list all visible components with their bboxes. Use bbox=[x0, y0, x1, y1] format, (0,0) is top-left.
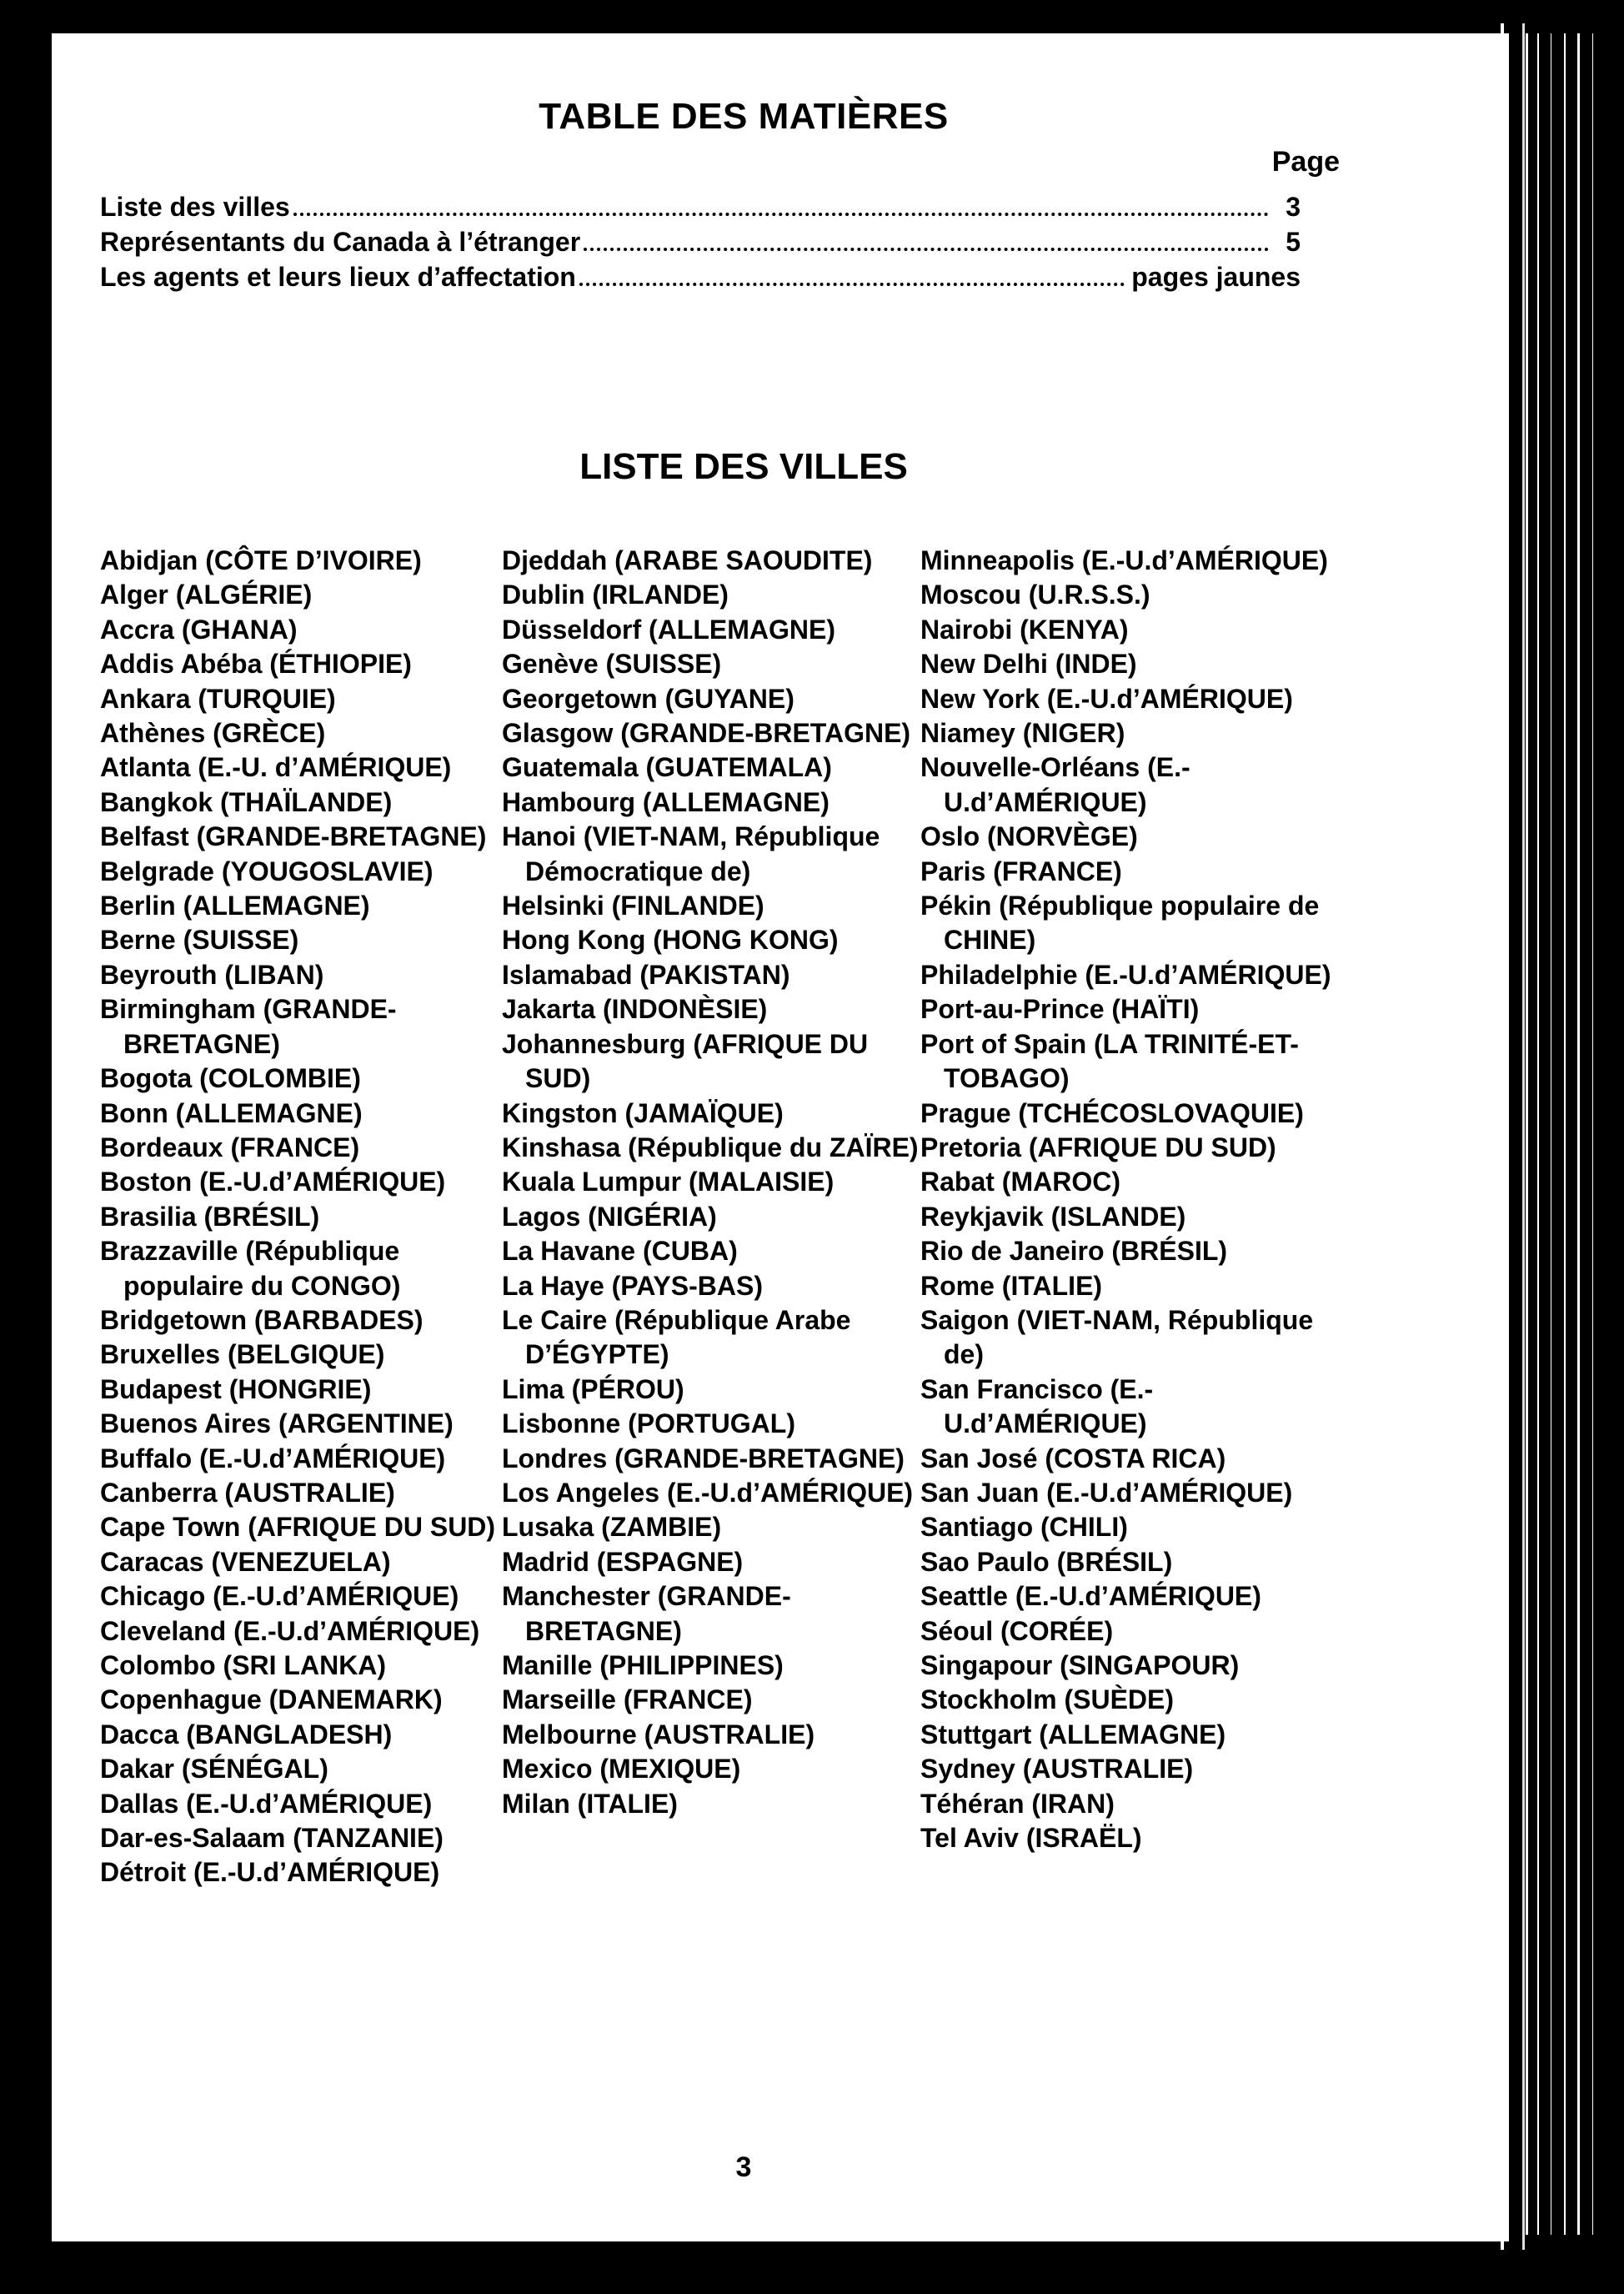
city-entry: Lusaka (ZAMBIE) bbox=[502, 1512, 722, 1543]
city-entry: Atlanta (E.-U. d’AMÉRIQUE) bbox=[100, 752, 452, 783]
toc-leader-dots bbox=[579, 279, 1125, 286]
toc-entry-page: pages jaunes bbox=[1131, 262, 1301, 292]
city-entry: Paris (FRANCE) bbox=[920, 856, 1122, 886]
toc-entry-label: Les agents et leurs lieux d’affectation bbox=[100, 262, 576, 292]
city-entry: Lima (PÉROU) bbox=[502, 1373, 684, 1404]
city-entry: Copenhague (DANEMARK) bbox=[100, 1684, 443, 1715]
book-spine-edge bbox=[1526, 33, 1609, 2235]
city-entry: Kinshasa (République du ZAÏRE) bbox=[502, 1132, 919, 1162]
city-entry: Pretoria (AFRIQUE DU SUD) bbox=[920, 1132, 1276, 1162]
toc-leader-dots bbox=[584, 244, 1269, 251]
city-entry: Dar-es-Salaam (TANZANIE) bbox=[100, 1823, 444, 1854]
city-list-title: LISTE DES VILLES bbox=[579, 446, 908, 487]
city-entry: Canberra (AUSTRALIE) bbox=[100, 1477, 395, 1508]
city-entry: Johannesburg (AFRIQUE DU SUD) bbox=[502, 1028, 869, 1094]
city-entry: Alger (ALGÉRIE) bbox=[100, 580, 313, 610]
city-entry: Philadelphie (E.-U.d’AMÉRIQUE) bbox=[920, 959, 1331, 990]
city-entry: Londres (GRANDE-BRETAGNE) bbox=[502, 1443, 905, 1473]
city-entry: Hong Kong (HONG KONG) bbox=[502, 925, 839, 956]
city-entry: Port-au-Prince (HAÏTI) bbox=[920, 994, 1200, 1025]
city-entry: Oslo (NORVÈGE) bbox=[920, 821, 1138, 852]
toc-leader-dots bbox=[293, 209, 1269, 216]
city-entry: Cape Town (AFRIQUE DU SUD) bbox=[100, 1512, 496, 1543]
city-entry: Brasilia (BRÉSIL) bbox=[100, 1201, 320, 1232]
city-entry: Minneapolis (E.-U.d’AMÉRIQUE) bbox=[920, 545, 1328, 575]
city-entry: Berne (SUISSE) bbox=[100, 925, 299, 956]
city-entry: Stuttgart (ALLEMAGNE) bbox=[920, 1719, 1226, 1749]
city-entry: Addis Abéba (ÉTHIOPIE) bbox=[100, 649, 412, 680]
city-entry: Nouvelle-Orléans (E.-U.d’AMÉRIQUE) bbox=[920, 752, 1190, 817]
city-entry: Guatemala (GUATEMALA) bbox=[502, 752, 832, 783]
city-entry: Buffalo (E.-U.d’AMÉRIQUE) bbox=[100, 1443, 446, 1473]
city-entry: Sydney (AUSTRALIE) bbox=[920, 1754, 1194, 1785]
city-entry: Seattle (E.-U.d’AMÉRIQUE) bbox=[920, 1581, 1261, 1612]
city-entry: Milan (ITALIE) bbox=[502, 1788, 678, 1819]
city-entry: Séoul (CORÉE) bbox=[920, 1615, 1114, 1646]
city-entry: Dublin (IRLANDE) bbox=[502, 580, 729, 610]
city-entry: Lisbonne (PORTUGAL) bbox=[502, 1408, 795, 1439]
city-entry: Cleveland (E.-U.d’AMÉRIQUE) bbox=[100, 1615, 480, 1646]
city-entry: Los Angeles (E.-U.d’AMÉRIQUE) bbox=[502, 1477, 914, 1508]
city-entry: La Haye (PAYS-BAS) bbox=[502, 1270, 763, 1301]
city-entry: Glasgow (GRANDE-BRETAGNE) bbox=[502, 718, 911, 749]
city-entry: Djeddah (ARABE SAOUDITE) bbox=[502, 545, 873, 575]
city-column-2 bbox=[502, 544, 935, 1821]
toc-page-header: Page bbox=[1271, 146, 1340, 178]
city-entry: San José (COSTA RICA) bbox=[920, 1443, 1226, 1473]
city-column-1 bbox=[100, 544, 500, 1890]
city-entry: Nairobi (KENYA) bbox=[920, 614, 1129, 645]
city-entry: Düsseldorf (ALLEMAGNE) bbox=[502, 614, 835, 645]
city-entry: Marseille (FRANCE) bbox=[502, 1684, 753, 1715]
city-entry: Niamey (NIGER) bbox=[920, 718, 1125, 749]
toc-entry bbox=[100, 223, 1301, 258]
city-entry: Hambourg (ALLEMAGNE) bbox=[502, 786, 830, 817]
toc-title: TABLE DES MATIÈRES bbox=[539, 96, 949, 137]
page-edge bbox=[1501, 23, 1525, 2250]
city-entry: Saigon (VIET-NAM, République de) bbox=[920, 1304, 1314, 1370]
city-entry: Kingston (JAMAÏQUE) bbox=[502, 1097, 784, 1128]
toc-entry-page: 5 bbox=[1286, 227, 1301, 257]
city-entry: Chicago (E.-U.d’AMÉRIQUE) bbox=[100, 1581, 459, 1612]
toc-entry bbox=[100, 188, 1301, 223]
city-entry: Helsinki (FINLANDE) bbox=[502, 891, 764, 921]
city-entry: Sao Paulo (BRÉSIL) bbox=[920, 1546, 1173, 1577]
city-entry: Le Caire (République Arabe D’ÉGYPTE) bbox=[502, 1304, 851, 1370]
city-entry: Abidjan (CÔTE D’IVOIRE) bbox=[100, 545, 422, 575]
city-column-3 bbox=[920, 544, 1354, 1855]
city-entry: Belgrade (YOUGOSLAVIE) bbox=[100, 856, 434, 886]
city-entry: Dallas (E.-U.d’AMÉRIQUE) bbox=[100, 1788, 433, 1819]
city-entry: Téhéran (IRAN) bbox=[920, 1788, 1115, 1819]
city-entry: Beyrouth (LIBAN) bbox=[100, 959, 324, 990]
city-entry: Bonn (ALLEMAGNE) bbox=[100, 1097, 363, 1128]
city-entry: Port of Spain (LA TRINITÉ-ET-TOBAGO) bbox=[920, 1028, 1299, 1094]
toc-entry-page: 3 bbox=[1286, 192, 1301, 222]
city-entry: Santiago (CHILI) bbox=[920, 1512, 1128, 1543]
toc-entry-label: Représentants du Canada à l’étranger bbox=[100, 227, 581, 257]
city-entry: Belfast (GRANDE-BRETAGNE) bbox=[100, 821, 487, 852]
city-entry: Caracas (VENEZUELA) bbox=[100, 1546, 391, 1577]
city-entry: Rome (ITALIE) bbox=[920, 1270, 1103, 1301]
city-entry: Rabat (MAROC) bbox=[920, 1167, 1120, 1197]
city-entry: Budapest (HONGRIE) bbox=[100, 1373, 372, 1404]
city-entry: Lagos (NIGÉRIA) bbox=[502, 1201, 717, 1232]
city-entry: San Francisco (E.-U.d’AMÉRIQUE) bbox=[920, 1373, 1154, 1439]
city-entry: Jakarta (INDONÈSIE) bbox=[502, 994, 768, 1025]
city-entry: Ankara (TURQUIE) bbox=[100, 683, 336, 714]
city-entry: Bangkok (THAÏLANDE) bbox=[100, 786, 393, 817]
city-entry: Dacca (BANGLADESH) bbox=[100, 1719, 393, 1749]
page-number: 3 bbox=[735, 2151, 752, 2183]
city-entry: La Havane (CUBA) bbox=[502, 1236, 738, 1267]
city-entry: Pékin (République populaire de CHINE) bbox=[920, 891, 1320, 956]
city-entry: Accra (GHANA) bbox=[100, 614, 298, 645]
city-entry: Moscou (U.R.S.S.) bbox=[920, 580, 1150, 610]
toc-entry bbox=[100, 258, 1301, 293]
city-entry: Madrid (ESPAGNE) bbox=[502, 1546, 744, 1577]
city-entry: Bruxelles (BELGIQUE) bbox=[100, 1339, 385, 1370]
city-entry: Détroit (E.-U.d’AMÉRIQUE) bbox=[100, 1857, 440, 1888]
city-entry: Birmingham (GRANDE-BRETAGNE) bbox=[100, 994, 397, 1059]
city-entry: Georgetown (GUYANE) bbox=[502, 683, 794, 714]
city-entry: Reykjavik (ISLANDE) bbox=[920, 1201, 1186, 1232]
city-entry: Brazzaville (République populaire du CONGO) bbox=[100, 1236, 401, 1301]
city-entry: Boston (E.-U.d’AMÉRIQUE) bbox=[100, 1167, 446, 1197]
city-entry: Islamabad (PAKISTAN) bbox=[502, 959, 790, 990]
city-entry: Colombo (SRI LANKA) bbox=[100, 1650, 387, 1680]
city-entry: Athènes (GRÈCE) bbox=[100, 718, 326, 749]
city-entry: Prague (TCHÉCOSLOVAQUIE) bbox=[920, 1097, 1304, 1128]
city-entry: Tel Aviv (ISRAËL) bbox=[920, 1823, 1142, 1854]
city-entry: Manchester (GRANDE-BRETAGNE) bbox=[502, 1581, 791, 1646]
toc-entry-label: Liste des villes bbox=[100, 192, 290, 222]
city-entry: Berlin (ALLEMAGNE) bbox=[100, 891, 370, 921]
document-page bbox=[43, 33, 1509, 2241]
city-entry: New Delhi (INDE) bbox=[920, 649, 1137, 680]
city-entry: Hanoi (VIET-NAM, République Démocratique de) bbox=[502, 821, 880, 886]
city-entry: Kuala Lumpur (MALAISIE) bbox=[502, 1167, 835, 1197]
city-entry: Buenos Aires (ARGENTINE) bbox=[100, 1408, 454, 1439]
city-entry: Melbourne (AUSTRALIE) bbox=[502, 1719, 815, 1749]
city-entry: San Juan (E.-U.d’AMÉRIQUE) bbox=[920, 1477, 1293, 1508]
city-entry: Bogota (COLOMBIE) bbox=[100, 1063, 361, 1094]
city-entry: Manille (PHILIPPINES) bbox=[502, 1650, 784, 1680]
city-entry: Bridgetown (BARBADES) bbox=[100, 1304, 424, 1335]
city-entry: Rio de Janeiro (BRÉSIL) bbox=[920, 1236, 1228, 1267]
city-entry: New York (E.-U.d’AMÉRIQUE) bbox=[920, 683, 1293, 714]
city-entry: Singapour (SINGAPOUR) bbox=[920, 1650, 1240, 1680]
city-entry: Stockholm (SUÈDE) bbox=[920, 1684, 1175, 1715]
city-entry: Bordeaux (FRANCE) bbox=[100, 1132, 360, 1162]
city-entry: Mexico (MEXIQUE) bbox=[502, 1754, 741, 1785]
city-entry: Genève (SUISSE) bbox=[502, 649, 722, 680]
city-entry: Dakar (SÉNÉGAL) bbox=[100, 1754, 328, 1785]
